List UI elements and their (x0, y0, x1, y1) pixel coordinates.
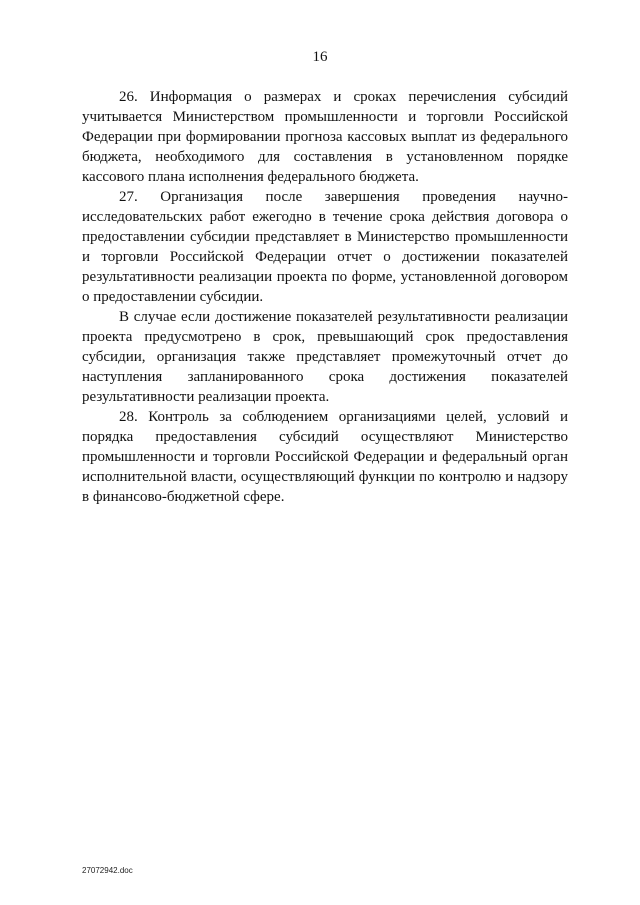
text-line: промышленности и торговли Российской Федерации и федеральный орган (82, 449, 568, 465)
text-line: кассового плана исполнения федерального бюджета. (82, 169, 419, 185)
text-line: в финансово-бюджетной сфере. (82, 489, 285, 505)
text-line: о предоставлении субсидии. (82, 289, 264, 305)
text-line: наступления запланированного срока достижения показателей (82, 369, 568, 385)
text-line: бюджета, необходимого для составления в установленном порядке (82, 149, 568, 165)
paragraph-26 (82, 87, 568, 187)
paragraph-27-continuation (82, 307, 568, 407)
text-line: исполнительной власти, осуществляющий функции по контролю и надзору (82, 469, 568, 485)
text-line: результативности реализации проекта по форме, установленной договором (82, 269, 568, 285)
text-line: результативности реализации проекта. (82, 389, 330, 405)
page-number: 16 (312, 49, 328, 65)
text-line: порядка предоставления субсидий осуществляют Министерство (82, 429, 568, 445)
text-line: проекта предусмотрено в срок, превышающий срок предоставления (82, 329, 568, 345)
text-line: 26. Информация о размерах и сроках перечисления субсидий (119, 89, 568, 105)
text-line: и торговли Российской Федерации отчет о достижении показателей (82, 249, 568, 265)
text-line: 27. Организация после завершения проведения научно- (119, 189, 568, 205)
document-id-footer: 27072942.doc (82, 866, 133, 875)
text-line: учитывается Министерством промышленности и торговли Российской (82, 109, 568, 125)
text-line: исследовательских работ ежегодно в течение срока действия договора о (82, 209, 568, 225)
text-line: 28. Контроль за соблюдением организациями целей, условий и (119, 409, 568, 425)
text-line: Федерации при формировании прогноза кассовых выплат из федерального (82, 129, 568, 145)
text-line: предоставлении субсидии представляет в Министерство промышленности (82, 229, 568, 245)
paragraph-28 (82, 407, 568, 507)
paragraph-27 (82, 187, 568, 307)
document-body (82, 87, 568, 507)
text-line: субсидии, организация также представляет промежуточный отчет до (82, 349, 568, 365)
text-line: В случае если достижение показателей результативности реализации (119, 309, 568, 325)
